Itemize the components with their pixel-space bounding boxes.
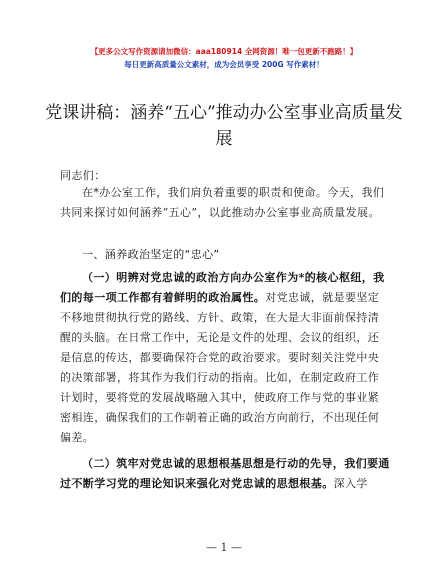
greeting: 同志们： [60, 169, 106, 182]
subsection-1-paragraph [60, 268, 390, 448]
intro-paragraph: 在*办公室工作，我们肩负着重要的职责和使命。今天，我们共同来探讨如何涵养“五心”，以此推动办公室事业高质量发展。 [60, 186, 385, 219]
document-title: 党课讲稿：涵养“五心”推动办公室事业高质量发展 [45, 103, 403, 149]
subsection-2-body: 深入学 [333, 477, 368, 490]
subsection-1-body: 对党忠诚，就是要坚定不移地贯彻执行党的路线、方针、政策，在大是大非面前保持清醒的头脑。在日常工作中，无论是文件的处理、会议的组织，还是信息的传达，都要确保符合党的政治要求。要时刻关注党中央的决策部署，将其作为我们行动的指南。比如，在制定政府工作计划时，要将党的发展战略融入其中，使政府工作与党的事业紧密相连，确保我们的工作朝着正确的政治方向前行，不出现任何偏差。 [60, 291, 380, 444]
subsection-1-lead: （一）明辨对党忠诚的政治方向办公室作为*的核心枢纽，我们的每一项工作都有着鲜明的政治属性。 [60, 271, 385, 304]
subsection-2-lead: （二）筑牢对党忠诚的思想根基思想是行动的先导，我们要通过不断学习党的理论知识来强化对党忠诚的思想根基。 [60, 457, 390, 490]
promo-banner-line1: 【更多公文写作资源请加微信：aaa180914 全网资源！唯一包更新不跑路！】 [90, 47, 358, 56]
subsection-2-paragraph [60, 454, 390, 494]
page-number: — 1 — [206, 541, 242, 554]
promo-banner-line2: 每日更新高质量公文素材，成为会员享受 200G 写作素材！ [124, 60, 324, 69]
section-heading-1: 一、涵养政治坚定的“忠心” [82, 248, 220, 261]
